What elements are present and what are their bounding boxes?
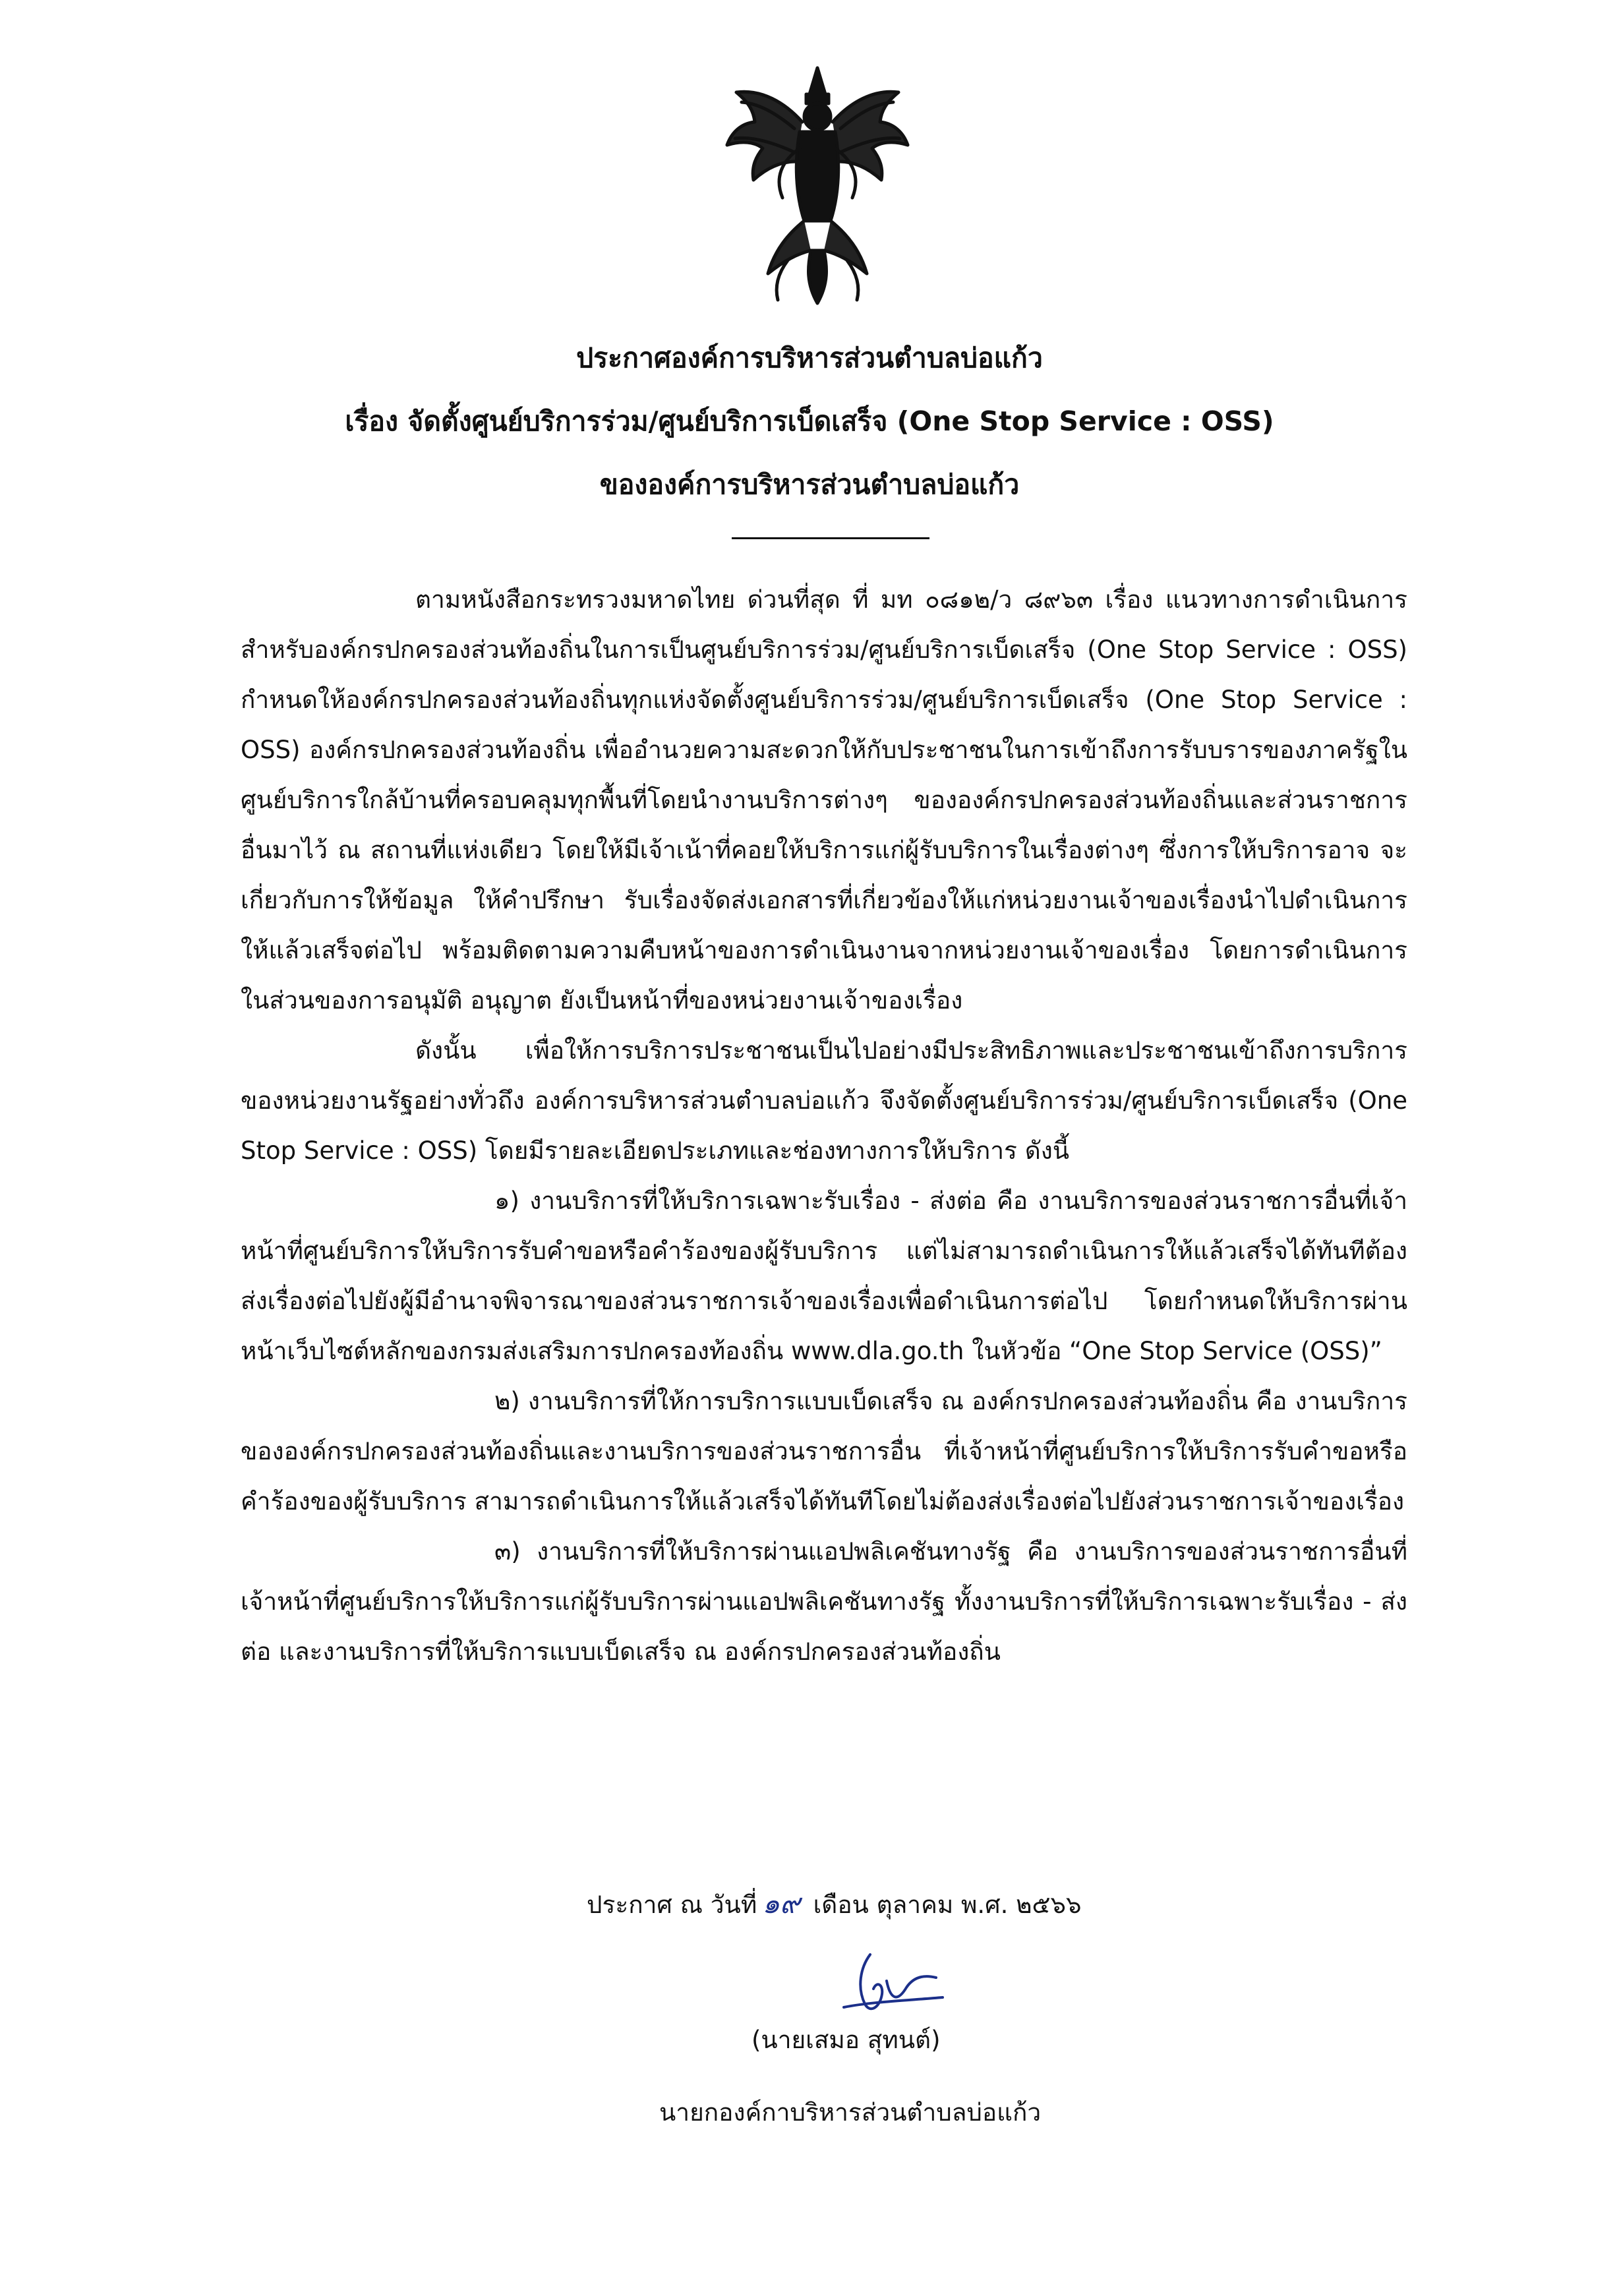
paragraph-background: ตามหนังสือกระทรวงมหาดไทย ด่วนที่สุด ที่ มท ๐๘๑๒/ว ๘๙๖๓ เรื่อง แนวทางการดำเนินการสำหรับองค์กรปกครองส่วนท้องถิ่นในการเป็นศูนย์บริการร่วม/ศูนย์บริการเบ็ดเสร็จ (One Stop Service : OSS) กำหนดให้องค์กรปกครองส่วนท้องถิ่นทุกแห่งจัดตั้งศูนย์บริการร่วม/ศูนย์บริการเบ็ดเสร็จ (One Stop Service : OSS) องค์กรปกครองส่วนท้องถิ่น เพื่ออำนวยความสะดวกให้กับประชาชนในการเข้าถึงการรับบรารของภาครัฐในศูนย์บริการใกล้บ้านที่ครอบคลุมทุกพื้นที่โดยนำงานบริการต่างๆ ขององค์กรปกครองส่วนท้องถิ่นและส่วนราชการอื่นมาไว้ ณ สถานที่แห่งเดียว โดยให้มีเจ้าเน้าที่คอยให้บริการแก่ผู้รับบริการในเรื่องต่างๆ ซึ่งการให้บริการอาจ จะเกี่ยวกับการให้ข้อมูล ให้คำปรึกษา รับเรื่องจัดส่งเอกสารที่เกี่ยวข้องให้แก่หน่วยงานเจ้าของเรื่องนำไปดำเนินการให้แล้วเสร็จต่อไป พร้อมติดตามความคืบหน้าของการดำเนินงานจากหน่วยงานเจ้าของเรื่อง โดยการดำเนินการในส่วนของการอนุมัติ อนุญาต ยังเป็นหน้าที่ของหน่วยงานเจ้าของเรื่อง	[241, 585, 1407, 1015]
announcement-body	[241, 575, 1407, 1677]
date-prefix: ประกาศ ณ วันที่	[587, 1891, 757, 1919]
paragraph-item-3: ๓) งานบริการที่ให้บริการผ่านแอปพลิเคชันทางรัฐ คือ งานบริการของส่วนราชการอื่นที่เจ้าหน้าที่ศูนย์บริการให้บริการแก่ผู้รับบริการผ่านแอปพลิเคชันทางรัฐ ทั้งงานบริการที่ให้บริการเฉพาะรับเรื่อง - ส่งต่อ และงานบริการที่ให้บริการแบบเบ็ดเสร็จ ณ องค์กรปกครองส่วนท้องถิ่น	[241, 1537, 1407, 1666]
title-line-1: ประกาศองค์การบริหารส่วนตำบลบ่อแก้ว	[576, 342, 1043, 374]
title-divider	[732, 537, 929, 539]
title-line-3: ขององค์การบริหารส่วนตำบลบ่อแก้ว	[599, 469, 1020, 500]
paragraph-item-2: ๒) งานบริการที่ให้การบริการแบบเบ็ดเสร็จ ณ องค์กรปกครองส่วนท้องถิ่น คือ งานบริการขององค์กรปกครองส่วนท้องถิ่นและงานบริการของส่วนราชการอื่น ที่เจ้าหน้าที่ศูนย์บริการให้บริการรับคำขอหรือคำร้องของผู้รับบริการ สามารถดำเนินการให้แล้วเสร็จได้ทันทีโดยไม่ต้องส่งเรื่องต่อไปยังส่วนราชการเจ้าของเรื่อง	[241, 1387, 1407, 1516]
signer-name: (นายเสมอ สุทนต์)	[751, 2026, 941, 2054]
handwritten-signature-icon	[824, 1941, 949, 2020]
garuda-emblem-icon	[722, 63, 913, 310]
paragraph-therefore: ดังนั้น เพื่อให้การบริการประชาชนเป็นไปอย่างมีประสิทธิภาพและประชาชนเข้าถึงการบริการของหน่วยงานรัฐอย่างทั่วถึง องค์การบริหารส่วนตำบลบ่อแก้ว จึงจัดตั้งศูนย์บริการร่วม/ศูนย์บริการเบ็ดเสร็จ (One Stop Service : OSS) โดยมีรายละเอียดประเภทและช่องทางการให้บริการ ดังนี้	[241, 1036, 1407, 1165]
date-day-handwritten: ๑๙	[762, 1887, 800, 1920]
paragraph-item-1: ๑) งานบริการที่ให้บริการเฉพาะรับเรื่อง - ส่งต่อ คือ งานบริการของส่วนราชการอื่นที่เจ้าหน้าที่ศูนย์บริการให้บริการรับคำขอหรือคำร้องของผู้รับบริการ แต่ไม่สามารถดำเนินการให้แล้วเสร็จได้ทันทีต้องส่งเรื่องต่อไปยังผู้มีอำนาจพิจารณาของส่วนราชการเจ้าของเรื่องเพื่อดำเนินการต่อไป โดยกำหนดให้บริการผ่านหน้าเว็บไซต์หลักของกรมส่งเสริมการปกครองท้องถิ่น www.dla.go.th ในหัวข้อ “One Stop Service (OSS)”	[241, 1187, 1407, 1365]
date-month-year: เดือน ตุลาคม พ.ศ. ๒๕๖๖	[813, 1891, 1082, 1919]
announcement-title	[198, 326, 1421, 516]
title-line-2: เรื่อง จัดตั้งศูนย์บริการร่วม/ศูนย์บริการเบ็ดเสร็จ (One Stop Service : OSS)	[345, 405, 1274, 437]
announcement-date	[587, 1882, 1082, 1926]
signer-position: นายกองค์กาบริหารส่วนตำบลบ่อแก้ว	[659, 2098, 1042, 2127]
